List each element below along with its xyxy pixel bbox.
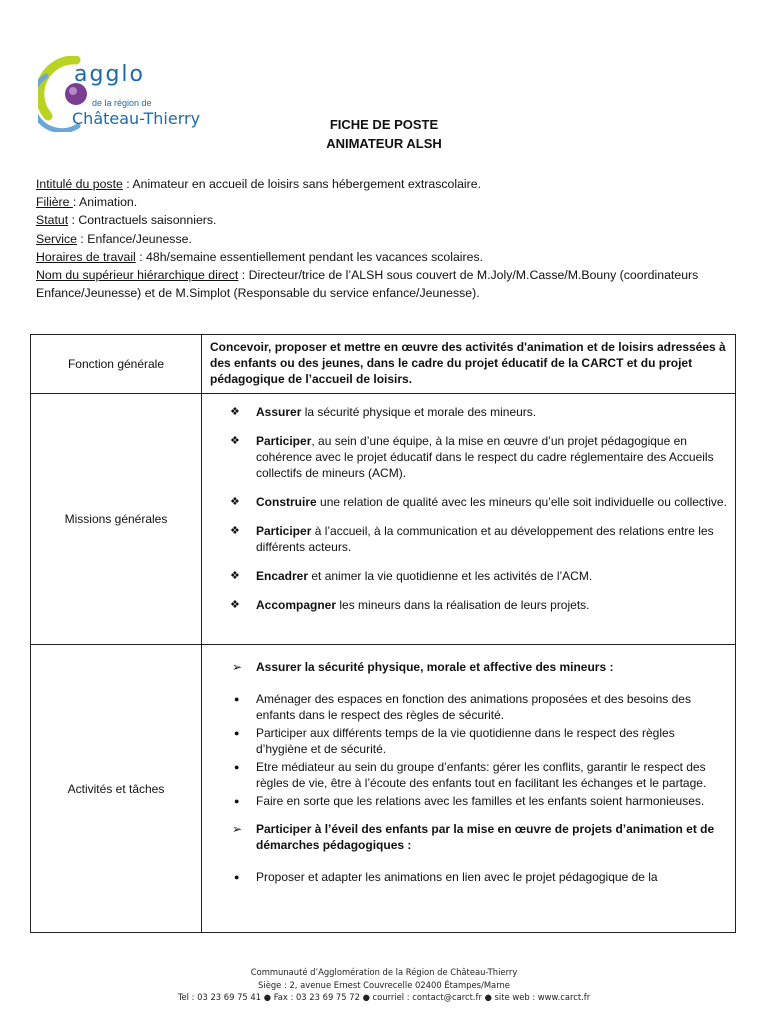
meta-filiere-value: : Animation. (72, 195, 138, 209)
row-content-fonction (202, 335, 736, 394)
footer-contact: Tel : 03 23 69 75 41 ● Fax : 03 23 69 75 72 ● courriel : contact@carct.fr ● site web : www.carct.fr (177, 992, 591, 1002)
job-table (30, 334, 736, 933)
meta-filiere-label: Filière (36, 195, 73, 209)
meta-intitule-label: Intitulé du poste (36, 177, 123, 191)
missions-list (210, 404, 727, 613)
meta-service (36, 230, 734, 248)
meta-horaires (36, 248, 734, 266)
row-label-activites: Activités et tâches (31, 645, 202, 933)
list-item: ● Aménager des espaces en fonction des animations proposées et des besoins des enfants dans le respect des règles de sécurité. (256, 691, 727, 723)
list-item: ● Participer aux différents temps de la vie quotidienne dans le respect des règles d’hygiène et de sécurité. (256, 725, 727, 757)
list-item: ❖ Accompagner les mineurs dans la réalisation de leurs projets. (230, 597, 727, 613)
row-content-activites (202, 645, 736, 933)
meta-superieur (36, 266, 734, 302)
list-item: ❖ Assurer la sécurité physique et morale des mineurs. (230, 404, 727, 420)
document-title: FICHE DE POSTE (329, 117, 439, 132)
list-item: ● Faire en sorte que les relations avec les familles et les enfants soient harmonieuses. (256, 793, 727, 809)
tasks-list (210, 869, 727, 885)
meta-statut (36, 211, 734, 229)
footer-org: Communauté d’Agglomération de la Région de Château-Thierry (250, 967, 518, 977)
footer-address: Siège : 2, avenue Ernest Couvrecelle 02400 Étampes/Marne (258, 980, 510, 990)
meta-superieur-label: Nom du supérieur hiérarchique direct (36, 268, 239, 282)
table-row (31, 394, 736, 645)
activity-heading: ➢ Participer à l’éveil des enfants par la mise en œuvre de projets d’animation et de démarches pédagogiques : (210, 821, 727, 853)
list-item: ❖ Participer à l’accueil, à la communication et au développement des relations entre les différents acteurs. (230, 523, 727, 555)
meta-service-value: : Enfance/Jeunesse. (77, 232, 192, 246)
list-item: ● Etre médiateur au sein du groupe d’enfants: gérer les conflits, garantir le respect des règles de vie, être à l’écoute des enfants tout en facilitant les échanges et le partage. (256, 759, 727, 791)
meta-statut-label: Statut (36, 213, 69, 227)
meta-horaires-value: : 48h/semaine essentiellement pendant les vacances scolaires. (135, 250, 484, 264)
meta-superieur-value: : Directeur/trice de l’ALSH sous couvert de M.Joly/M.Casse/M.Bouny (coordinateurs Enfance/Jeunesse) et de M.Simplot (Responsable du service enfance/Jeunesse). (36, 268, 699, 300)
activity-heading: ➢ Assurer la sécurité physique, morale et affective des mineurs : (210, 659, 727, 675)
fonction-text: Concevoir, proposer et mettre en œuvre des activités d'animation et de loisirs adressées à des enfants ou des jeunes, dans le cadre du projet éducatif de la CARCT et du projet pédagogique de l’accueil de loisirs. (210, 340, 726, 386)
meta-intitule-value: : Animateur en accueil de loisirs sans hébergement extrascolaire. (122, 177, 481, 191)
meta-horaires-label: Horaires de travail (36, 250, 136, 264)
document-subtitle: ANIMATEUR ALSH (326, 136, 442, 151)
row-content-missions (202, 394, 736, 645)
row-label-missions: Missions générales (31, 394, 202, 645)
meta-filiere (36, 193, 734, 211)
meta-statut-value: : Contractuels saisonniers. (68, 213, 217, 227)
list-item: ● Proposer et adapter les animations en lien avec le projet pédagogique de la (256, 869, 727, 885)
meta-service-label: Service (36, 232, 78, 246)
tasks-list (210, 691, 727, 809)
logo-city-text: Château-Thierry (72, 109, 201, 128)
list-item: ❖ Construire une relation de qualité avec les mineurs qu’elle soit individuelle ou collective. (230, 494, 727, 510)
logo-agglo-text: agglo (74, 62, 145, 87)
logo-region-text: de la région de (92, 98, 152, 108)
list-item: ❖ Participer, au sein d’une équipe, à la mise en œuvre d’un projet pédagogique en cohérence avec le projet éducatif dans le respect du cadre réglementaire des Accueils collectifs de mineurs (ACM). (230, 433, 727, 481)
table-row (31, 645, 736, 933)
row-label-fonction: Fonction générale (31, 335, 202, 394)
meta-intitule (36, 175, 734, 193)
table-row (31, 335, 736, 394)
list-item: ❖ Encadrer et animer la vie quotidienne et les activités de l’ACM. (230, 568, 727, 584)
